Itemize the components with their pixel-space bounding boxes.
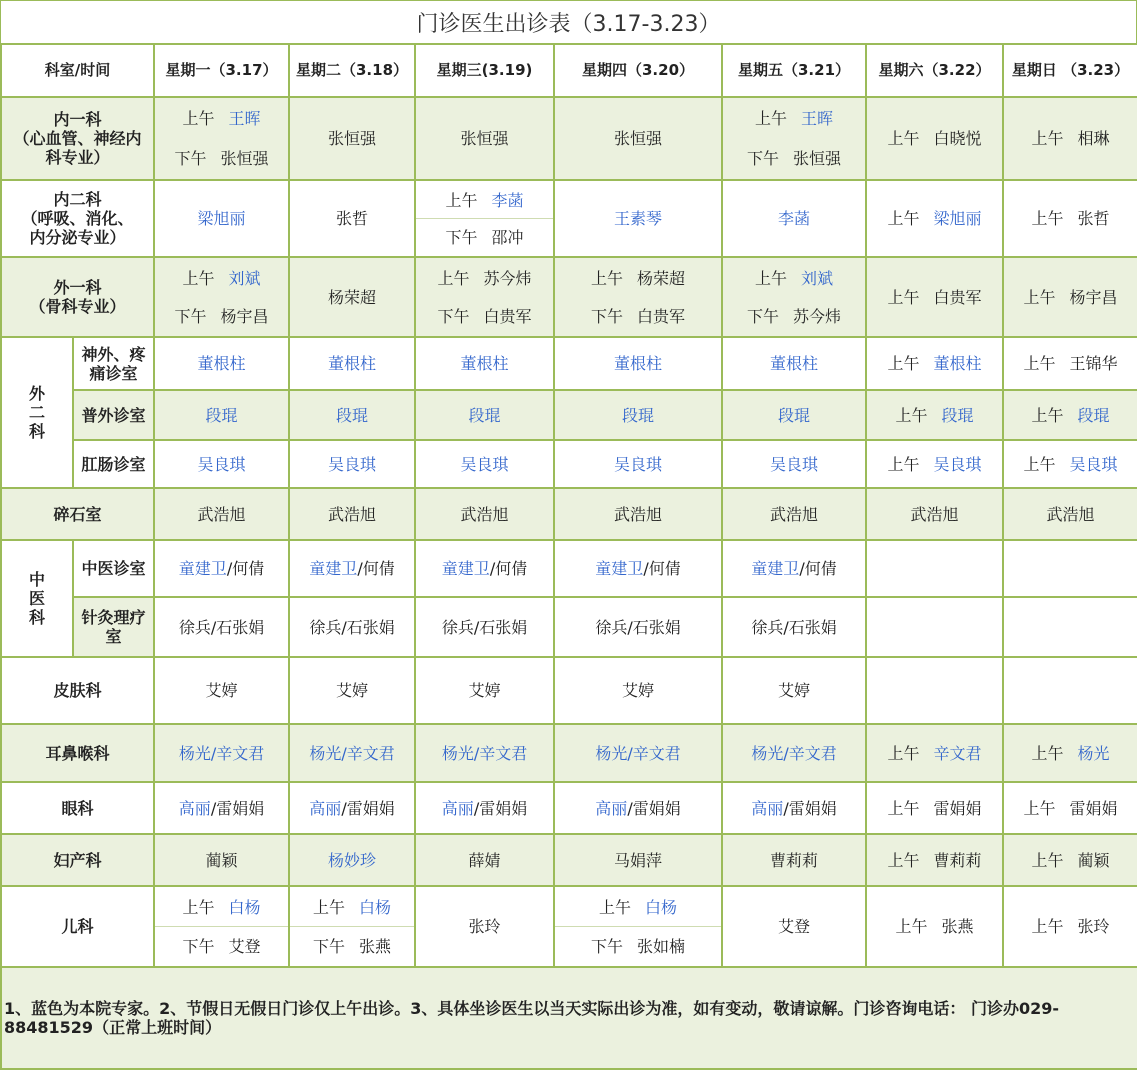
corner-header: 科室/时间	[1, 44, 154, 97]
cell-fuchan-mon: 蔺颖	[154, 834, 289, 886]
row-er	[1, 886, 1137, 967]
cell-wai2-2-thu: 段琨	[554, 390, 722, 440]
cell-nei2-mon: 梁旭丽	[154, 180, 289, 257]
footnote: 1、蓝色为本院专家。2、节假日无假日门诊仅上午出诊。3、具体坐诊医生以当天实际出诊为准，如有变动，敬请谅解。门诊咨询电话： 门诊办029-88481529（正常上班时间）	[1, 967, 1137, 1069]
cell-nei1-fri: 上午 王晖 下午 张恒强	[722, 97, 866, 180]
cell-suishi-sat: 武浩旭	[866, 488, 1003, 540]
row-fuchan	[1, 834, 1137, 886]
cell-yan-mon: 高丽/雷娟娟	[154, 782, 289, 834]
cell-yan-thu: 高丽/雷娟娟	[554, 782, 722, 834]
row-wai1	[1, 257, 1137, 337]
cell-erbi-wed: 杨光/辛文君	[415, 724, 554, 782]
cell-nei2-fri: 李菡	[722, 180, 866, 257]
dept-nei1: 内一科 （心血管、神经内科专业）	[1, 97, 154, 180]
cell-erbi-tue: 杨光/辛文君	[289, 724, 415, 782]
cell-wai2-3-fri: 吴良琪	[722, 440, 866, 488]
cell-nei2-wed: 上午 李菡 下午 邵冲	[415, 180, 554, 257]
cell-nei1-sat: 上午 白晓悦	[866, 97, 1003, 180]
dept-pifu: 皮肤科	[1, 657, 154, 724]
cell-wai2-2-sun: 上午 段琨	[1003, 390, 1137, 440]
row-suishi	[1, 488, 1137, 540]
row-zy-sub2	[1, 597, 1137, 657]
cell-fuchan-fri: 曹莉莉	[722, 834, 866, 886]
cell-suishi-thu: 武浩旭	[554, 488, 722, 540]
cell-zy-2-thu: 徐兵/石张娟	[554, 597, 722, 657]
row-erbi	[1, 724, 1137, 782]
cell-suishi-fri: 武浩旭	[722, 488, 866, 540]
cell-pifu-tue: 艾婷	[289, 657, 415, 724]
cell-wai1-tue: 杨荣超	[289, 257, 415, 337]
cell-nei2-sun: 上午 张哲	[1003, 180, 1137, 257]
dept-yan: 眼科	[1, 782, 154, 834]
cell-pifu-thu: 艾婷	[554, 657, 722, 724]
cell-wai2-2-mon: 段琨	[154, 390, 289, 440]
cell-zy-2-tue: 徐兵/石张娟	[289, 597, 415, 657]
cell-wai2-1-tue: 董根柱	[289, 337, 415, 390]
dept-er: 儿科	[1, 886, 154, 967]
footnote-row	[1, 967, 1137, 1069]
cell-pifu-sun	[1003, 657, 1137, 724]
cell-nei2-thu: 王素琴	[554, 180, 722, 257]
dept-nei2: 内二科 （呼吸、消化、内分泌专业）	[1, 180, 154, 257]
subdept-wai2-shenwai: 神外、疼痛诊室	[73, 337, 154, 390]
schedule-table	[0, 43, 1137, 1070]
day-header-sun: 星期日 （3.23）	[1003, 44, 1137, 97]
cell-fuchan-wed: 薛婧	[415, 834, 554, 886]
cell-suishi-sun: 武浩旭	[1003, 488, 1137, 540]
cell-pifu-fri: 艾婷	[722, 657, 866, 724]
cell-erbi-sat: 上午 辛文君	[866, 724, 1003, 782]
cell-er-tue: 上午 白杨 下午 张燕	[289, 886, 415, 967]
cell-wai1-mon: 上午 刘斌 下午 杨宇昌	[154, 257, 289, 337]
cell-fuchan-sat: 上午 曹莉莉	[866, 834, 1003, 886]
cell-zy-1-fri: 童建卫/何倩	[722, 540, 866, 597]
cell-suishi-mon: 武浩旭	[154, 488, 289, 540]
cell-er-mon: 上午 白杨 下午 艾登	[154, 886, 289, 967]
cell-yan-fri: 高丽/雷娟娟	[722, 782, 866, 834]
cell-yan-tue: 高丽/雷娟娟	[289, 782, 415, 834]
cell-er-sat: 上午 张燕	[866, 886, 1003, 967]
cell-fuchan-thu: 马娟萍	[554, 834, 722, 886]
day-header-mon: 星期一（3.17）	[154, 44, 289, 97]
row-wai2-sub3	[1, 440, 1137, 488]
cell-nei1-thu: 张恒强	[554, 97, 722, 180]
cell-wai1-sat: 上午 白贵军	[866, 257, 1003, 337]
cell-wai2-1-thu: 董根柱	[554, 337, 722, 390]
cell-wai2-2-sat: 上午 段琨	[866, 390, 1003, 440]
cell-er-sun: 上午 张玲	[1003, 886, 1137, 967]
cell-wai2-2-wed: 段琨	[415, 390, 554, 440]
row-nei2	[1, 180, 1137, 257]
cell-zy-2-sat	[866, 597, 1003, 657]
cell-wai2-2-tue: 段琨	[289, 390, 415, 440]
cell-wai1-sun: 上午 杨宇昌	[1003, 257, 1137, 337]
dept-zhongyi: 中 医 科	[1, 540, 73, 657]
page-title: 门诊医生出诊表（3.17-3.23）	[0, 0, 1137, 44]
cell-fuchan-tue: 杨妙珍	[289, 834, 415, 886]
cell-nei1-mon: 上午 王晖 下午 张恒强	[154, 97, 289, 180]
cell-nei2-sat: 上午 梁旭丽	[866, 180, 1003, 257]
cell-nei1-tue: 张恒强	[289, 97, 415, 180]
cell-zy-1-mon: 童建卫/何倩	[154, 540, 289, 597]
day-header-tue: 星期二（3.18）	[289, 44, 415, 97]
day-header-wed: 星期三(3.19)	[415, 44, 554, 97]
cell-er-fri: 艾登	[722, 886, 866, 967]
cell-zy-1-tue: 童建卫/何倩	[289, 540, 415, 597]
cell-wai2-3-wed: 吴良琪	[415, 440, 554, 488]
cell-yan-sun: 上午 雷娟娟	[1003, 782, 1137, 834]
cell-zy-1-thu: 童建卫/何倩	[554, 540, 722, 597]
cell-zy-1-wed: 童建卫/何倩	[415, 540, 554, 597]
day-header-fri: 星期五（3.21）	[722, 44, 866, 97]
subdept-zy-zhenjiu: 针灸理疗室	[73, 597, 154, 657]
day-header-thu: 星期四（3.20）	[554, 44, 722, 97]
cell-wai2-3-sun: 上午 吴良琪	[1003, 440, 1137, 488]
cell-nei1-wed: 张恒强	[415, 97, 554, 180]
cell-wai2-3-tue: 吴良琪	[289, 440, 415, 488]
dept-wai2: 外 二 科	[1, 337, 73, 488]
cell-wai2-2-fri: 段琨	[722, 390, 866, 440]
cell-wai2-1-mon: 董根柱	[154, 337, 289, 390]
cell-suishi-tue: 武浩旭	[289, 488, 415, 540]
cell-yan-sat: 上午 雷娟娟	[866, 782, 1003, 834]
row-nei1	[1, 97, 1137, 180]
cell-zy-2-mon: 徐兵/石张娟	[154, 597, 289, 657]
cell-er-wed: 张玲	[415, 886, 554, 967]
subdept-zy-zhenshi: 中医诊室	[73, 540, 154, 597]
row-yan	[1, 782, 1137, 834]
cell-zy-2-sun	[1003, 597, 1137, 657]
cell-erbi-mon: 杨光/辛文君	[154, 724, 289, 782]
cell-pifu-sat	[866, 657, 1003, 724]
cell-wai2-1-wed: 董根柱	[415, 337, 554, 390]
day-header-sat: 星期六（3.22）	[866, 44, 1003, 97]
cell-pifu-mon: 艾婷	[154, 657, 289, 724]
row-wai2-sub1	[1, 337, 1137, 390]
cell-zy-1-sun	[1003, 540, 1137, 597]
cell-nei2-tue: 张哲	[289, 180, 415, 257]
cell-fuchan-sun: 上午 蔺颖	[1003, 834, 1137, 886]
dept-fuchan: 妇产科	[1, 834, 154, 886]
cell-wai2-3-sat: 上午 吴良琪	[866, 440, 1003, 488]
cell-nei1-sun: 上午 相琳	[1003, 97, 1137, 180]
cell-wai1-fri: 上午 刘斌 下午 苏今炜	[722, 257, 866, 337]
dept-suishi: 碎石室	[1, 488, 154, 540]
cell-erbi-fri: 杨光/辛文君	[722, 724, 866, 782]
cell-zy-1-sat	[866, 540, 1003, 597]
cell-yan-wed: 高丽/雷娟娟	[415, 782, 554, 834]
cell-er-thu: 上午 白杨 下午 张如楠	[554, 886, 722, 967]
row-zy-sub1	[1, 540, 1137, 597]
cell-zy-2-fri: 徐兵/石张娟	[722, 597, 866, 657]
header-row	[1, 44, 1137, 97]
cell-wai1-thu: 上午 杨荣超 下午 白贵军	[554, 257, 722, 337]
subdept-wai2-puwai: 普外诊室	[73, 390, 154, 440]
cell-pifu-wed: 艾婷	[415, 657, 554, 724]
cell-wai2-3-thu: 吴良琪	[554, 440, 722, 488]
cell-erbi-thu: 杨光/辛文君	[554, 724, 722, 782]
row-wai2-sub2	[1, 390, 1137, 440]
cell-erbi-sun: 上午 杨光	[1003, 724, 1137, 782]
subdept-wai2-gangchang: 肛肠诊室	[73, 440, 154, 488]
dept-wai1: 外一科 （骨科专业）	[1, 257, 154, 337]
row-pifu	[1, 657, 1137, 724]
cell-wai2-1-fri: 董根柱	[722, 337, 866, 390]
cell-wai1-wed: 上午 苏今炜 下午 白贵军	[415, 257, 554, 337]
cell-wai2-1-sat: 上午 董根柱	[866, 337, 1003, 390]
cell-wai2-1-sun: 上午 王锦华	[1003, 337, 1137, 390]
cell-zy-2-wed: 徐兵/石张娟	[415, 597, 554, 657]
cell-wai2-3-mon: 吴良琪	[154, 440, 289, 488]
cell-suishi-wed: 武浩旭	[415, 488, 554, 540]
dept-erbi: 耳鼻喉科	[1, 724, 154, 782]
